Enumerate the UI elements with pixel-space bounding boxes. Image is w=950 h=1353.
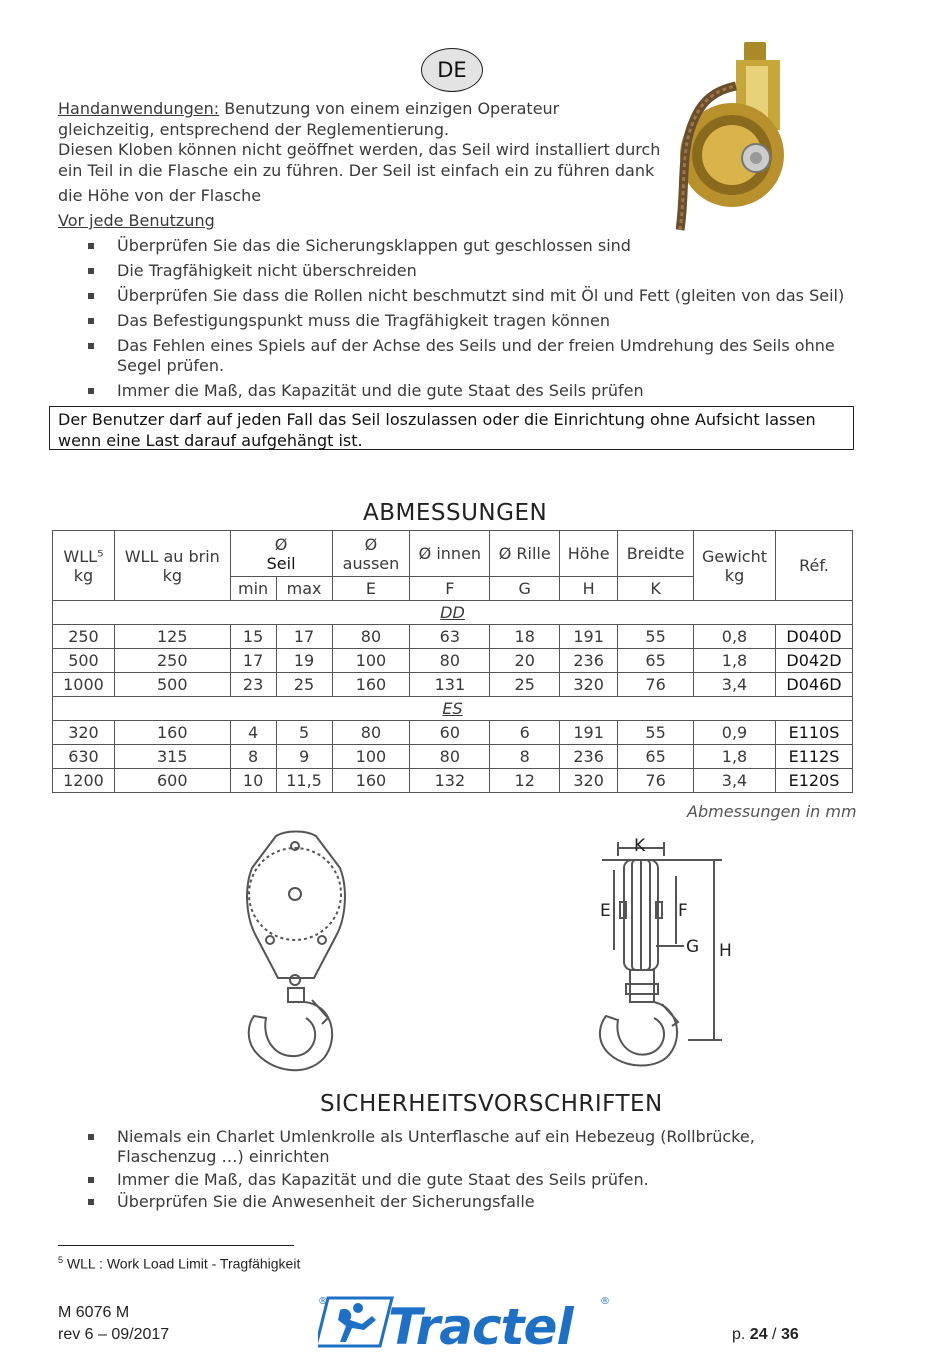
col-g: G xyxy=(490,577,560,601)
col-breidte: Breidte xyxy=(618,531,694,577)
footnote: $^5$ WLL : Work Load Limit - Tragfähigkeit xyxy=(58,1255,301,1272)
doc-number: M 6076 M xyxy=(58,1304,130,1321)
table-row: 250 125 15 17 80 63 18 191 55 0,8 D040D xyxy=(53,625,853,649)
col-aussen: Ø aussen xyxy=(332,531,410,577)
label-k: K xyxy=(634,836,646,856)
label-f: F xyxy=(678,901,688,921)
col-hoehe: Höhe xyxy=(560,531,618,577)
svg-text:®: ® xyxy=(318,1296,328,1307)
table-row: 500 250 17 19 100 80 20 236 65 1,8 D042D xyxy=(53,649,853,673)
page-number: p. 24 / 36 xyxy=(732,1326,799,1343)
table-row: 1000 500 23 25 160 131 25 320 76 3,4 D046D xyxy=(53,673,853,697)
language-badge: DE xyxy=(421,48,483,92)
intro-line-5: die Höhe von der Flasche xyxy=(58,186,262,205)
col-ref: Réf. xyxy=(775,531,852,601)
col-seil-min: min xyxy=(230,577,276,601)
col-e: E xyxy=(332,577,410,601)
brand-name: Tractel xyxy=(388,1298,573,1350)
table-row: 1200 600 10 11,5 160 132 12 320 76 3,4 E120S xyxy=(53,769,853,793)
table-row: 320 160 4 5 80 60 6 191 55 0,9 E110S xyxy=(53,721,853,745)
intro-line-1 xyxy=(58,99,578,119)
table-row: 630 315 8 9 100 80 8 236 65 1,8 E112S xyxy=(53,745,853,769)
col-innen: Ø innen xyxy=(410,531,490,577)
pulley-block-photo xyxy=(676,40,788,232)
revision: rev 6 – 09/2017 xyxy=(58,1326,170,1343)
intro-heading: Handanwendungen: xyxy=(58,99,220,118)
pulley-side-drawing xyxy=(592,828,742,1074)
intro-line-4: ein Teil in die Flasche ein zu führen. Der Seil ist einfach ein zu führen dank xyxy=(58,161,655,180)
safety-title: SICHERHEITSVORSCHRIFTEN xyxy=(320,1091,663,1117)
tractel-logo xyxy=(318,1294,610,1350)
dimensions-table xyxy=(52,530,853,793)
svg-text:®: ® xyxy=(600,1296,610,1307)
col-f: F xyxy=(410,577,490,601)
col-k: K xyxy=(618,577,694,601)
intro-line1-text: Benutzung von einem einzigen Operateur xyxy=(219,99,560,118)
col-seil-max: max xyxy=(276,577,332,601)
label-g: G xyxy=(686,937,700,957)
before-use-heading: Vor jede Benutzung xyxy=(58,211,215,230)
intro-line-2: gleichzeitig, entsprechend der Reglementierung. xyxy=(58,120,450,139)
pulley-front-drawing xyxy=(240,828,352,1074)
col-h: H xyxy=(560,577,618,601)
col-wll: WLL⁵ kg xyxy=(53,531,115,601)
group-row-es: ES xyxy=(53,697,853,721)
dimensions-title: ABMESSUNGEN xyxy=(363,500,548,526)
col-rille: Ø Rille xyxy=(490,531,560,577)
group-row-dd: DD xyxy=(53,601,853,625)
label-e: E xyxy=(600,901,611,921)
footnote-divider xyxy=(58,1245,294,1246)
dimensions-note: Abmessungen in mm xyxy=(687,802,857,821)
intro-line-3: Diesen Kloben können nicht geöffnet werden, das Seil wird installiert durch xyxy=(58,140,661,159)
col-seil: Ø Seil xyxy=(230,531,332,577)
warning-box: Der Benutzer darf auf jeden Fall das Seil loszulassen oder die Einrichtung ohne Aufsicht lassen wenn eine Last darauf aufgehängt ist. xyxy=(49,406,854,450)
col-gewicht: Gewicht kg xyxy=(694,531,776,601)
label-h: H xyxy=(719,941,732,961)
col-wll-brin: WLL au brin kg xyxy=(114,531,230,601)
